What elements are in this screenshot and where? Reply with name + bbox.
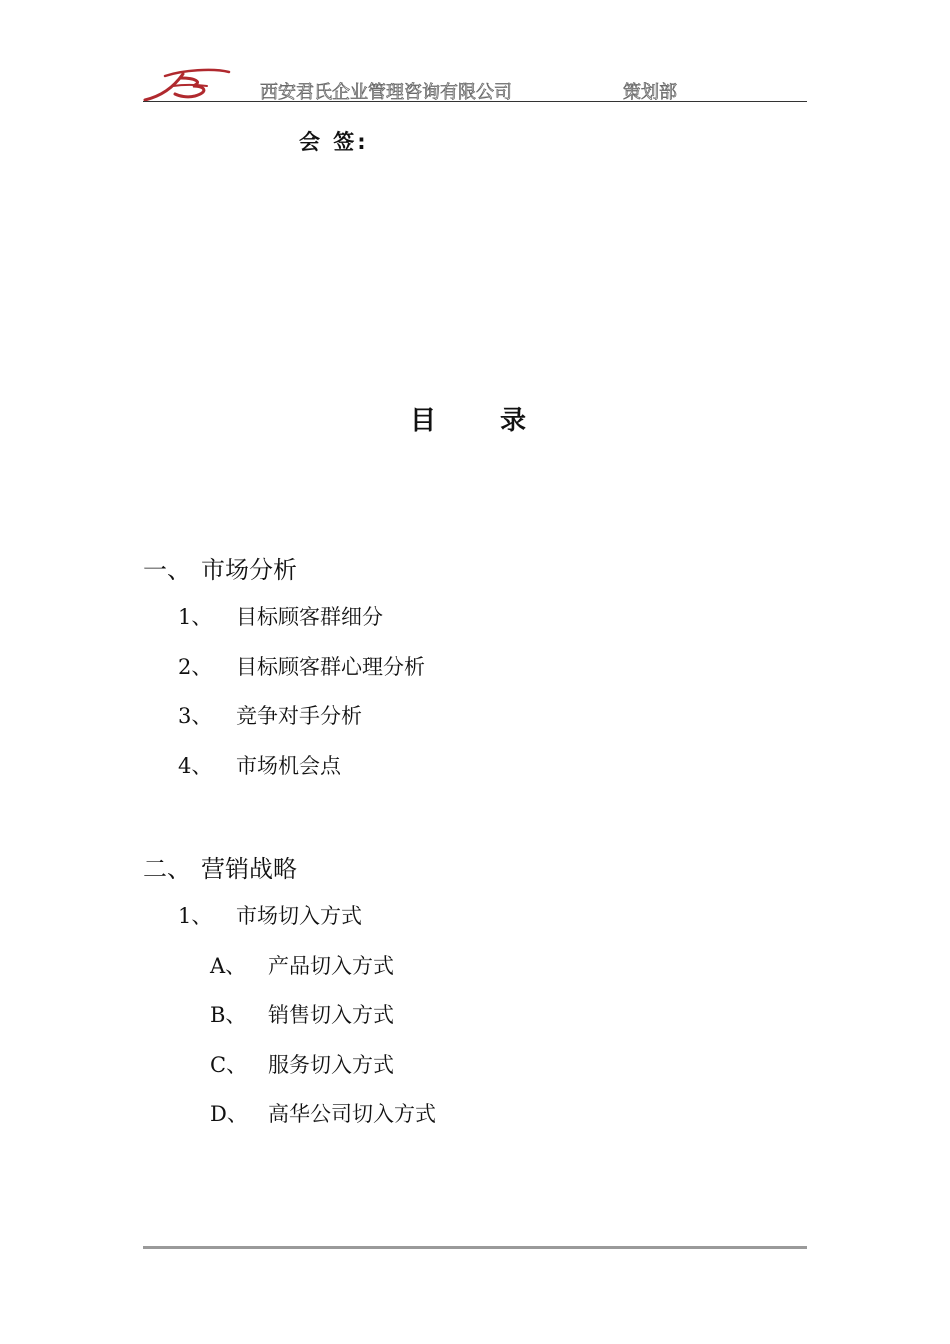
toc-subitem (210, 999, 394, 1029)
toc-subitem-title: 高华公司切入方式 (268, 1102, 436, 1126)
toc-subitem-title: 销售切入方式 (268, 1003, 394, 1027)
company-logo-icon (143, 66, 233, 102)
toc-section-title: 营销战略 (201, 855, 297, 883)
toc-item-number: 3、 (178, 704, 213, 728)
toc-item (178, 700, 362, 730)
toc-subitem (210, 1049, 394, 1079)
toc-subitem-number: A、 (210, 954, 247, 978)
toc-item-title: 市场切入方式 (236, 904, 362, 928)
toc-subitem (210, 950, 394, 980)
toc-item-title: 竞争对手分析 (236, 704, 362, 728)
page-header (143, 62, 807, 102)
toc-section-title: 市场分析 (201, 556, 297, 584)
footer-divider (143, 1246, 807, 1249)
header-divider (143, 101, 807, 102)
toc-section (143, 849, 297, 884)
toc-item (178, 750, 341, 780)
department-name: 策划部 (623, 82, 677, 103)
toc-subitem-number: C、 (210, 1053, 248, 1077)
countersign-label: 会 签: (299, 130, 369, 154)
toc-item (178, 601, 383, 631)
toc-section-number: 一、 (143, 556, 191, 584)
toc-section-number: 二、 (143, 855, 191, 883)
toc-item-title: 目标顾客群心理分析 (236, 655, 425, 679)
toc-item-number: 1、 (178, 904, 213, 928)
toc-subitem-title: 产品切入方式 (268, 954, 394, 978)
toc-item-title: 市场机会点 (236, 754, 341, 778)
toc-title: 目录 (410, 406, 591, 436)
toc-item-number: 4、 (178, 754, 213, 778)
toc-section (143, 550, 297, 585)
toc-item-number: 2、 (178, 655, 213, 679)
toc-item-title: 目标顾客群细分 (236, 605, 383, 629)
toc-subitem-title: 服务切入方式 (268, 1053, 394, 1077)
toc-item-number: 1、 (178, 605, 213, 629)
company-name: 西安君氏企业管理咨询有限公司 (260, 82, 512, 103)
toc-item (178, 651, 425, 681)
toc-subitem-number: B、 (210, 1003, 247, 1027)
toc-item (178, 900, 362, 930)
toc-subitem (210, 1098, 436, 1128)
toc-subitem-number: D、 (210, 1102, 248, 1126)
